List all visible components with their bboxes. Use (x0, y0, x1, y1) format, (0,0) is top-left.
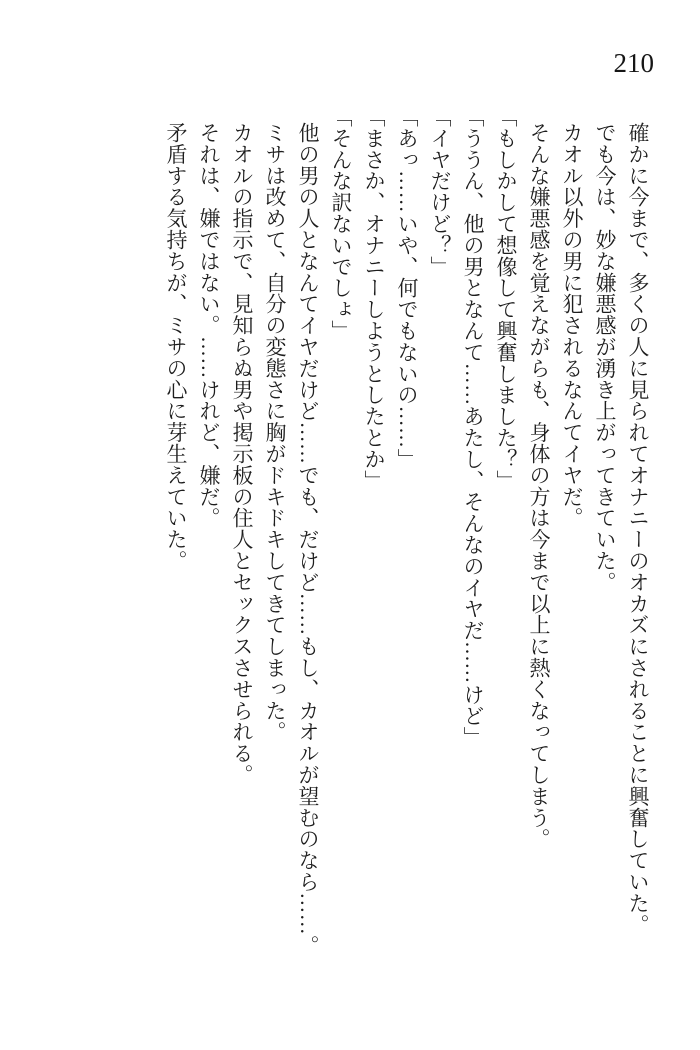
dialogue-line: 「もしかして想像して興奮しました？」 (494, 106, 518, 492)
dialogue-line: 「まさか、オナニーしようとしたとか」 (362, 106, 386, 492)
narration-line: カオル以外の男に犯されるなんてイヤだ。 (560, 121, 584, 529)
dialogue-line: 「イヤだけど？」 (428, 106, 452, 278)
narration-line: それは、嫌ではない。……けれど、嫌だ。 (197, 121, 221, 529)
narration-line: 他の男の人となんてイヤだけど……でも、だけど……もし、カオルが望むのなら……。 (296, 121, 320, 957)
narration-line: カオルの指示で、見知らぬ男や掲示板の住人とセックスさせられる。 (230, 121, 254, 786)
narration-line: ミサは改めて、自分の変態さに胸がドキドキしてきてしまった。 (263, 121, 287, 743)
narration-line: そんな嫌悪感を覚えながらも、身体の方は今まで以上に熱くなってしまう。 (527, 121, 551, 850)
dialogue-line: 「ううん、他の男となんて……あたし、そんなのイヤだ……けど」 (461, 106, 485, 748)
page-number: 210 (613, 48, 654, 78)
dialogue-line: 「そんな訳ないでしょ」 (329, 106, 353, 342)
dialogue-line: 「あっ……いや、何でもないの……」 (395, 106, 419, 470)
narration-line: 確かに今まで、多くの人に見られてオナニーのオカズにされることに興奮していた。 (626, 121, 650, 935)
narration-line: でも今は、妙な嫌悪感が湧き上がってきていた。 (593, 121, 617, 593)
text-block (159, 106, 654, 962)
narration-line: 矛盾する気持ちが、ミサの心に芽生えていた。 (164, 121, 188, 572)
